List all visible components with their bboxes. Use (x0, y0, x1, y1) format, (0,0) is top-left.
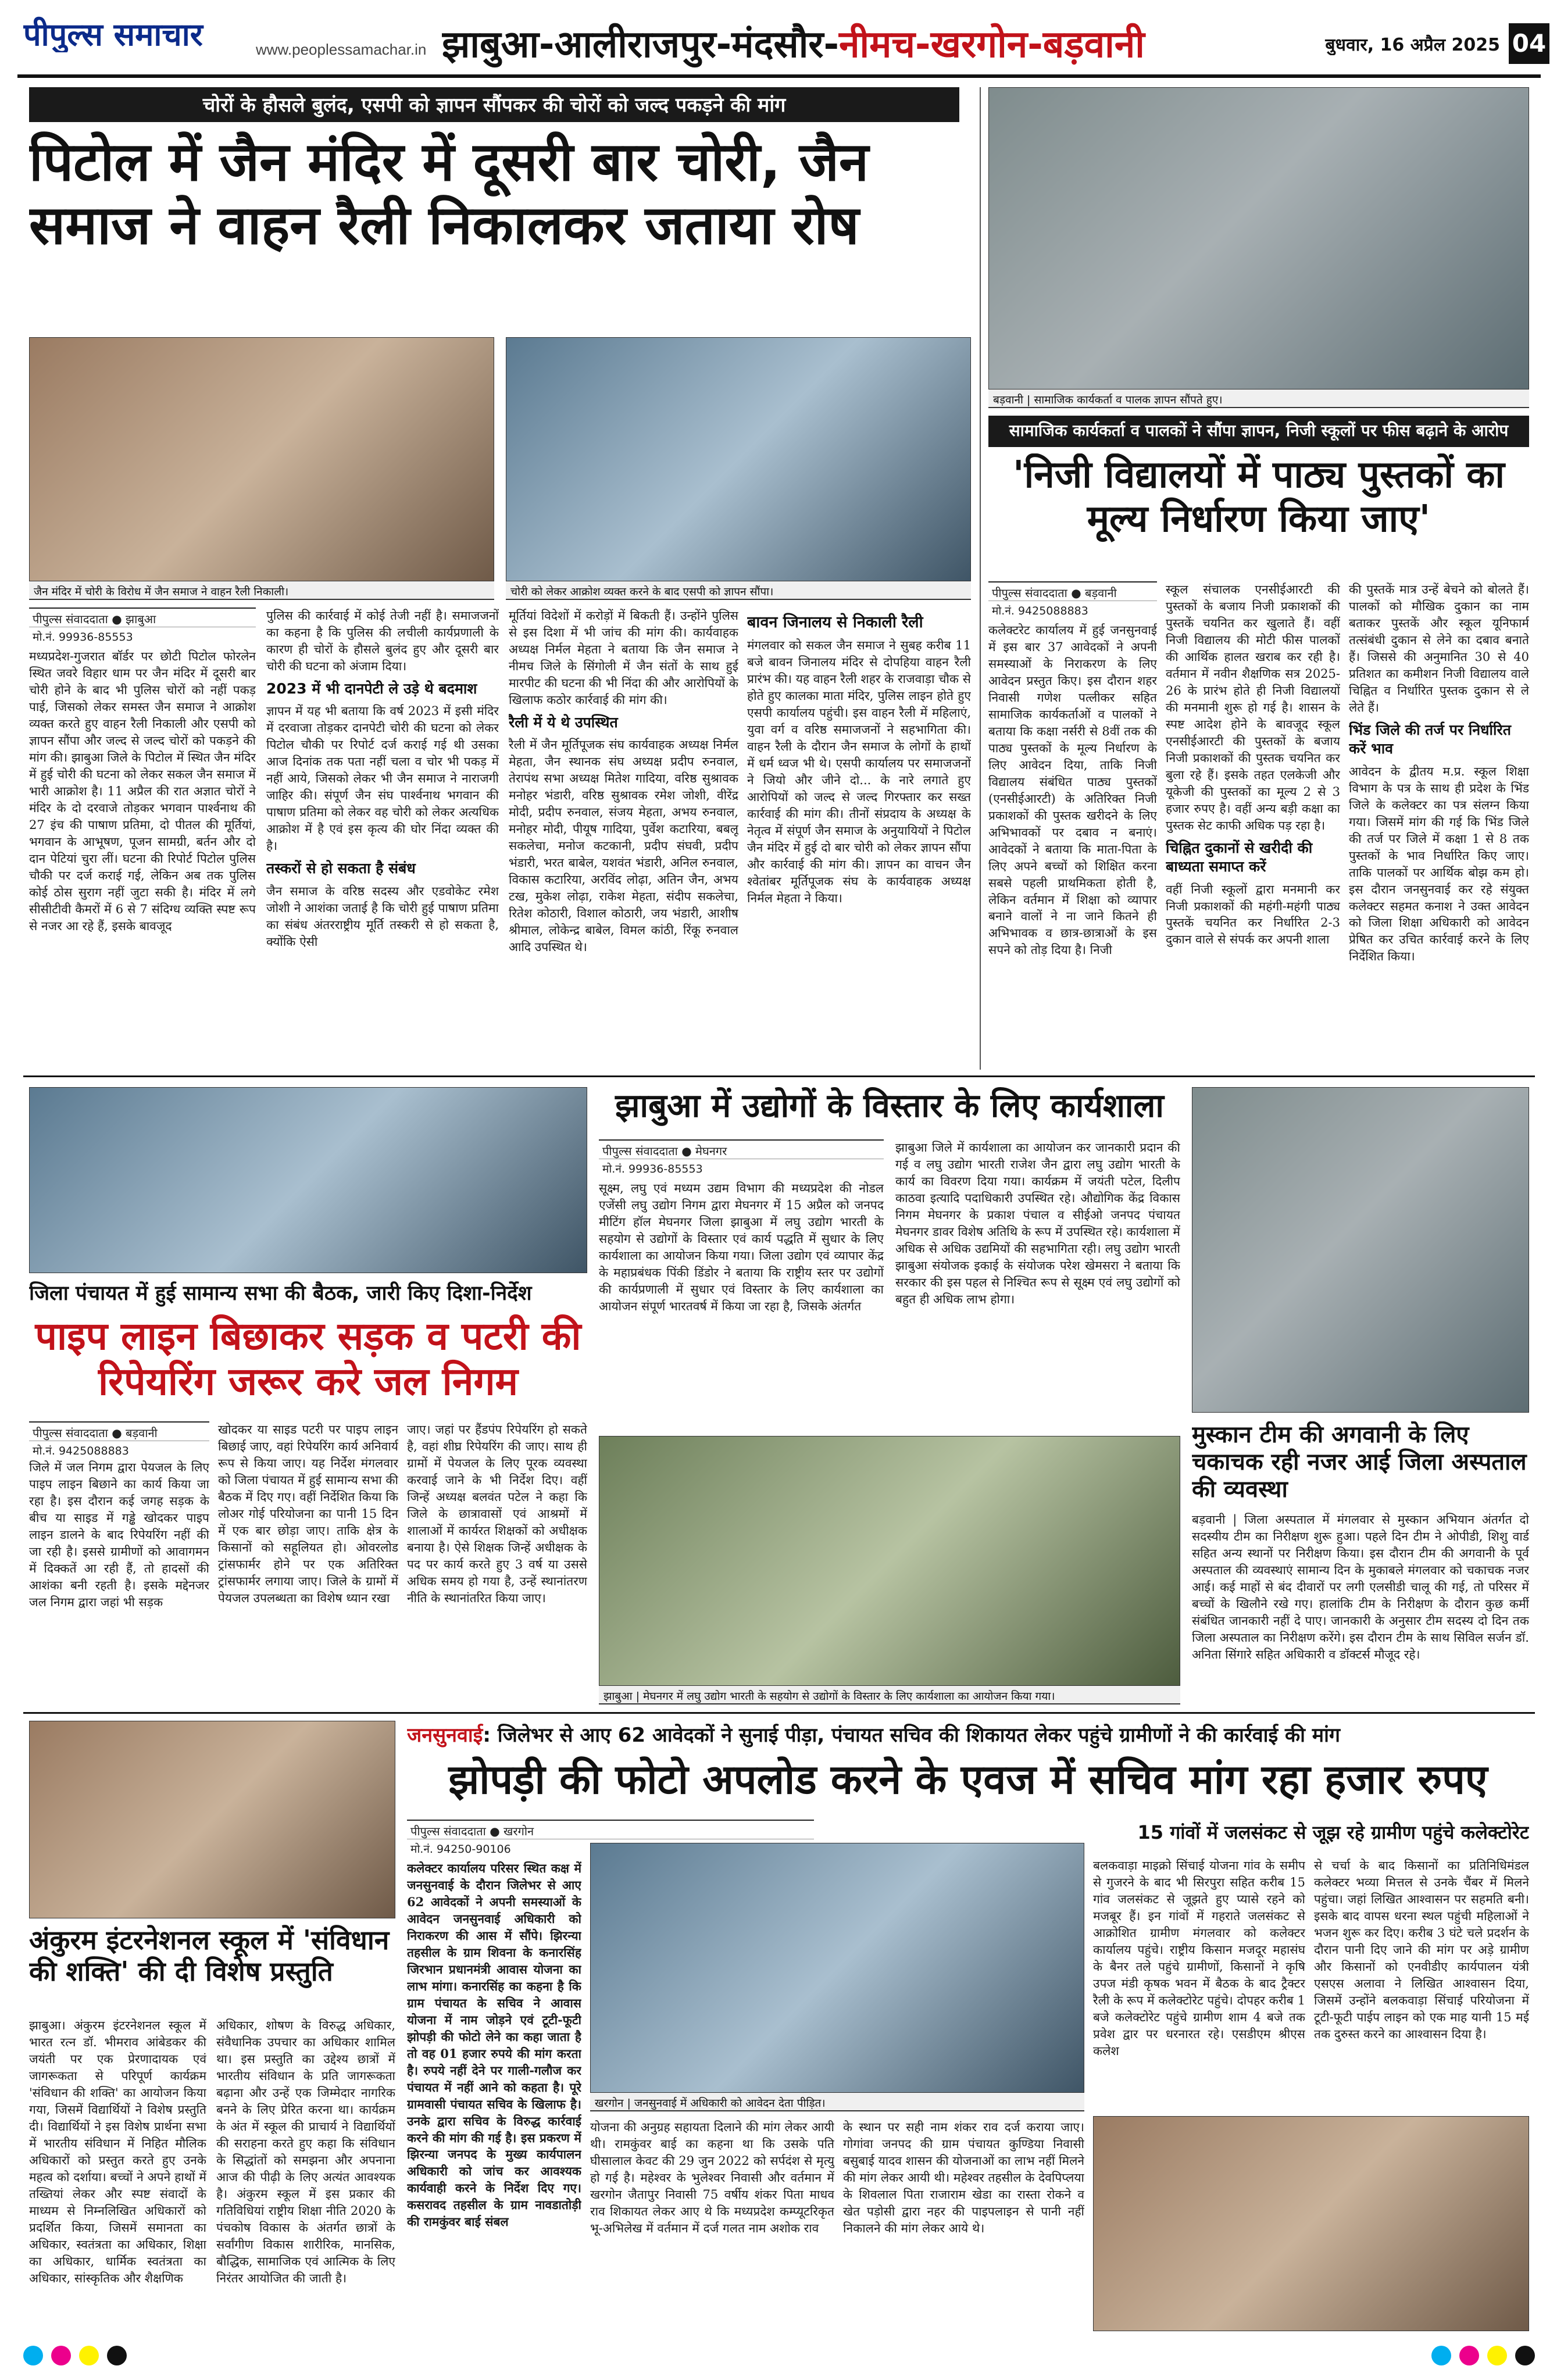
masthead-url[interactable]: www.peoplessamachar.in (256, 41, 427, 58)
lead-sub-bawan: बावन जिनालय से निकाली रैली (747, 613, 923, 631)
lead-photo2-caption: चोरी को लेकर आक्रोश व्यक्त करने के बाद एसपी को ज्ञापन सौंपा। (506, 581, 971, 600)
column-divider (980, 87, 981, 1070)
panchayat-mobile: मो.नं. 9425088883 (33, 1445, 129, 1457)
masthead-rule (17, 74, 1541, 78)
school-col3-text-a: की पुस्तकें मात्र उन्हें बेचने को बोलते हैं। पालकों को मौखिक दुकान का नाम बताकर पुस्तकें और स्कूल यूनिफार्म तत्संबंधी दुकान से लेने का दबाव बनाते हैं। जिससे की अनुमानित 30 से 40 प्रतिशत का कमीशन निजी विद्यालय वाले चिह्नित व निर्धारित पुस्तक दुकान से ले लेते हैं। (1349, 583, 1529, 714)
lead-sub-2023: 2023 में भी दानपेटी ले उड़े थे बदमाश (266, 680, 477, 697)
lead-col2 (266, 607, 499, 1067)
magenta-dot (1459, 2346, 1479, 2365)
school-col2-text-a: स्कूल संचालक एनसीईआरटी की पुस्तकों के बजाय निजी प्रकाशकों की पुस्तकें चयनित कर खुलाते हैं। वहीं निजी विद्यालय की मोटी फीस पालकों की आर्थिक हालत खराब कर रही है। वर्तमान में नवीन शैक्षणिक सत्र 2025-26 के प्रारंभ होते ही निजी विद्यालयों की मनमानी शुरू हो गई है। शासन के स्पष्ट आदेश होने के बावजूद स्कूल एनसीईआरटी की पुस्तकों के बजाय निजी प्रकाशकों की पुस्तक चयनित कर बुला रहे हैं। इसके तहत एलकेजी और यूकेजी की पुस्तकों का मूल्य 2 से 3 हजार रुपए है। वहीं अन्य बड़ी कक्षा का पुस्तक सेट काफी अधिक पड़ रहा है। (1166, 583, 1340, 832)
jansunvai-kicker-text: : जिलेभर से आए 62 आवेदकों ने सुनाई पीड़ा, पंचायत सचिव की शिकायत लेकर पहुंचे ग्रामीणों ने की कार्रवाई की मांग (483, 1724, 1341, 1747)
hospital-photo (1192, 1087, 1529, 1413)
lead-photo-memo (506, 337, 971, 581)
water-kicker: 15 गांवों में जलसंकट से जूझ रहे ग्रामीण पहुंचे कलेक्टोरेट (1137, 1821, 1529, 1843)
lead-headline: पिटोल में जैन मंदिर में दूसरी बार चोरी, जैन समाज ने वाहन रैली निकालकर जताया रोष (29, 131, 869, 256)
panchayat-kicker: जिला पंचायत में हुई सामान्य सभा की बैठक, जारी किए दिशा-निर्देश (29, 1282, 532, 1305)
workshop-mobile: मो.नं. 99936-85553 (602, 1163, 703, 1175)
page-number: 04 (1509, 23, 1549, 64)
jansunvai-headline: झोपड़ी की फोटो अपलोड करने के एवज में सचिव मांग रहा हजार रुपए (448, 1756, 1488, 1803)
lead-col4-text: मंगलवार को सकल जैन समाज ने सुबह करीब 11 बजे बावन जिनालय मंदिर से दोपहिया वाहन रैली प्रारंभ की। यह वाहन रैली शहर के राजवाड़ा चौक से होते हुए कालका माता मंदिर, पुलिस लाइन होते हुए एसपी कार्यालय पहुंची। इस वाहन रैली में महिलाएं, युवा वर्ग व वरिष्ठ समाजजनों ने सहभागिता की। वाहन रैली के दौरान जैन समाज के लोगों के हाथों में धर्म ध्वज भी थे। एसपी कार्यालय पर समाजजनों ने जियो और जीने दो... के नारे लगाते हुए आरोपियों को जल्द से जल्द गिरफ्तार कर सख्त कार्रवाई की मांग की। तीनों संप्रदाय के अध्यक्ष के नेतृत्व में संपूर्ण जैन समाज के अनुयायियों ने पिटोल जैन मंदिर में हुई दो बार चोरी को लेकर ज्ञापन सौंपा और कार्रवाई की मांग की। ज्ञापन का वाचन जैन श्वेतांबर मूर्तिपूजक संघ के कार्यवाहक अध्यक्ष निर्मल मेहता ने किया। (747, 638, 971, 905)
school-mobile: मो.नं. 9425088883 (992, 605, 1088, 617)
panchayat-byline: पीपुल्स संवाददाता ● बड़वानी (29, 1421, 209, 1441)
water-photo (1093, 2116, 1529, 2331)
ankuram-col1: झाबुआ। अंकुरम इंटरनेशनल स्कूल में भारत रत्न डॉ. भीमराव आंबेडकर की जयंती पर एक प्रेरणादायक एवं जागरूकता से परिपूर्ण कार्यक्रम 'संविधान की शक्ति' का आयोजन किया गया, जिसमें विद्यार्थियों ने विशेष प्रस्तुति दी। विद्यार्थियों ने इस विशेष प्रार्थना सभा में भारतीय संविधान में निहित मौलिक अधिकारों को प्रस्तुत करते हुए उनके महत्व को दर्शाया। बच्चों ने अपने हाथों में तख्तियां लेकर और स्पष्ट संवादों के माध्यम से निम्नलिखित अधिकारों को प्रदर्शित किया, जिसमें समानता का अधिकार, स्वतंत्रता का अधिकार, शिक्षा का अधिकार, धार्मिक स्वतंत्रता का अधिकार, सांस्कृतिक और शैक्षणिक (29, 2018, 206, 2285)
hospital-headline: मुस्कान टीम की अगवानी के लिए चकाचक रही नजर आई जिला अस्पताल की व्यवस्था (1192, 1421, 1527, 1503)
section-rule-2 (23, 1712, 1535, 1714)
print-color-bar (23, 2346, 1535, 2372)
magenta-dot (51, 2346, 71, 2365)
yellow-dot (1487, 2346, 1507, 2365)
black-dot (1515, 2346, 1535, 2365)
workshop-col2: झाबुआ जिले में कार्यशाला का आयोजन कर जानकारी प्रदान की गई व लघु उद्योग भारती राजेश जैन द्वारा लघु उद्योग भारती के कार्य का विवरण दिया गया। कार्यक्रम में जयंती पटेल, दिलीप काठवा इत्यादि पदाधिकारी उपस्थित रहे। औद्योगिक केंद्र विकास निगम मेघनगर के प्रकाश पंचाल व सीईओ जनपद पंचायत मेघनगर डावर विशेष अतिथि के रूप में उपस्थित रहे। कार्यशाला में अधिक से अधिक उद्यमियों की सहभागिता रही। लघु उद्योग भारती झाबुआ संयोजक इकाई के संयोजक परेश खेमसरा ने बताया कि सरकार की इस पहल से निश्चित रूप से सूक्ष्म एवं लघु उद्योगों को बहुत ही अधिक लाभ होगा। (895, 1141, 1180, 1306)
panchayat-photo (29, 1087, 587, 1273)
school-col3 (1349, 581, 1529, 1067)
school-sub-shops: चिह्नित दुकानों से खरीदी की बाध्यता समाप्त करें (1166, 839, 1313, 875)
black-dot (107, 2346, 127, 2365)
workshop-col1: सूक्ष्म, लघु एवं मध्यम उद्यम विभाग की मध्यप्रदेश की नोडल एजेंसी लघु उद्योग निगम द्वारा मेघनगर में 15 अप्रैल को जनपद मीटिंग हॉल मेघनगर जिला झाबुआ में लघु उद्योग भारती के सहयोग से उद्योगों के विस्तार एवं कार्य पद्धति में सुधार के लिए कार्यशाला का आयोजन किया गया। जिला उद्योग एवं व्यापार केंद्र के महाप्रबंधक पिंकी डिंडोर ने बताया कि राष्ट्रीय स्तर पर उद्योगों की कार्यप्रणाली में सुधार एवं विस्तार के लिए कार्यशाला का आयोजन संपूर्ण भारतवर्ष में किया जा रहा है, जिसके अंतर्गत (599, 1181, 884, 1313)
water-col1: बलकवाड़ा माइक्रो सिंचाई योजना गांव के समीप से गुजरने के बाद भी सिरपुरा सहित करीब 15 गांव जलसंकट से जूझते हुए प्यासे रहने को मजबूर हैं। इन गांवों में गहराते जलसंकट से आक्रोशित ग्रामीण मंगलवार को कलेक्टर कार्यालय पहुंचे। राष्ट्रीय किसान मजदूर महासंघ के बैनर तले पहुंचे ग्रामीणों, किसानों ने कृषि उपज मंडी कृषक भवन में बैठक के बाद ट्रैक्टर रैली के रूप में कलेक्टोरेट पहुंचे। दोपहर करीब 1 बजे कलेक्टोरेट पहुंचे ग्रामीण शाम 4 बजे तक प्रवेश द्वार पर धरनारत रहे। एसडीएम श्रीएस कलेश (1093, 1859, 1305, 2058)
jansunvai-col3: के स्थान पर सही नाम शंकर राव दर्ज कराया जाए। गोगांवा जनपद की ग्राम पंचायत कुण्डिया निवासी बसुबाई यादव शासन की योजनाओं का लाभ नहीं मिलने की मांग लेकर आयी थी। महेश्वर तहसील के देवपिप्लया के शिवलाल पिता राजाराम खेडा का रास्ता रोकने व खेत पड़ोसी द्वारा नहर की पाइपलाइन से पानी नहीं निकालने की मांग लेकर आये थे। (843, 2120, 1084, 2235)
region-black: झाबुआ-आलीराजपुर-मंदसौर- (442, 23, 840, 66)
school-photo (988, 87, 1529, 389)
school-sub-bhind: भिंड जिले की तर्ज पर निर्धारित करें भाव (1349, 721, 1511, 757)
lead-photo1-caption: जैन मंदिर में चोरी के विरोध में जैन समाज ने वाहन रैली निकाली। (29, 581, 494, 600)
panchayat-col3: जाए। जहां पर हैंडपंप रिपेयरिंग हो सकते है, वहां शीघ्र रिपेयरिंग की जाए। साथ ही ग्रामों में पेयजल के लिए पूरक व्यवस्था करवाई जाने के भी निर्देश दिए। वहीं जिन्हें अध्यक्ष बलवंत पटेल ने कहा कि जिले के छात्रावासों एवं आश्रमों में शालाओं में कार्यरत शिक्षकों को अधीक्षक बनाया है। ऐसे शिक्षक जिन्हें अधीक्षक के पद पर कार्य करते हुए 3 वर्ष या उससे अधिक समय हो गया है, उन्हें स्थानांतरण नीति के स्थानांतरित किया जाए। (407, 1423, 587, 1605)
lead-col2-text-b: ज्ञापन में यह भी बताया कि वर्ष 2023 में इसी मंदिर में दरवाजा तोड़कर दानपेटी चोरी की घटना को लेकर पिटोल चौकी पर रिपोर्ट दर्ज कराई गई थी उसका आज दिनांक तक पता नहीं चला व चोर भी पकड़ में नहीं आये, जिसको लेकर भी जैन समाज ने नाराजगी जाहिर की। संपूर्ण जैन संघ पार्श्वनाथ भगवान की पाषाण प्रतिमा को लेकर वह चोरी को लेकर अत्यधिक आक्रोश में है एवं इस कृत्य की घोर निंदा व्यक्त की है। (266, 704, 499, 853)
ankuram-photo (29, 1721, 395, 1918)
school-headline: 'निजी विद्यालयों में पाठ्य पुस्तकों का मूल्य निर्धारण किया जाए' (1013, 453, 1505, 541)
section-rule-1 (23, 1075, 1535, 1077)
lead-kicker: चोरों के हौसले बुलंद, एसपी को ज्ञापन सौंपकर की चोरों को जल्द पकड़ने की मांग (29, 87, 959, 122)
lead-col3-text-b: रैली में जैन मूर्तिपूजक संघ कार्यवाहक अध्यक्ष निर्मल मेहता, जैन स्थानक संघ अध्यक्ष प्रदीप रुनवाल, तेरापंथ सभा अध्यक्ष मितेश गादिया, वरिष्ठ सुश्रावक मनोहर भंडारी, वरिष्ठ सुश्रावक रमेश जोशी, वीरेंद्र मोदी, प्रदीप रुनवाल, संजय मेहता, अभय रुनवाल, मनोहर मोदी, पीयूष गादिया, पुर्वेश कटारिया, बबलू सकलेचा, मनोज कटकानी, प्रदीप संघवी, प्रदीप भंडारी, भरत बाबेल, यशवंत भंडारी, अनिल रुनवाल, विकास कटारिया, अरविंद लोढ़ा, अतिन जैन, अभय टख, मुकेश लोढ़ा, राकेश मेहता, संदीप सकलेचा, रितेश कोठारी, विशाल कोठारी, जय भंडारी, आशीष श्रीमाल, लोकेन्द्र बाबेल, विमल कांठी, रिंकू रुनवाल आदि उपस्थित थे। (509, 738, 738, 954)
jansunvai-mobile: मो.नं. 94250-90106 (410, 1843, 511, 1856)
school-col2-text-b: वहीं निजी स्कूलों द्वारा मनमानी कर निजी प्रकाशकों की महंगी-महंगी पाठ्य पुस्तकें चयनित कर निर्धारित 2-3 दुकान वाले से संपर्क कर अपनी शाला (1166, 882, 1340, 947)
jansunvai-col2: योजना की अनुग्रह सहायता दिलाने की मांग लेकर आयी थी। रामकुंवर बाई का कहना था कि उसके पति घीसालाल केवट की 29 जुन 2022 को सर्पदंश से मृत्यु हो गई है। महेश्वर के भुलेश्वर निवासी और वर्तमान में खरगोन जैतापुर निवासी 75 वर्षीय शंकर पिता माधव राव शिकायत लेकर आए थे कि मध्यप्रदेश कम्प्यूटरिकृत भू-अभिलेख में वर्तमान में दर्ज गलत नाम अशोक राव (590, 2120, 834, 2235)
masthead-region (442, 17, 1267, 70)
lead-byline: पीपुल्स संवाददाता ● झाबुआ (29, 607, 256, 627)
school-col2 (1166, 581, 1340, 1067)
jansunvai-label: जनसुनवाई (407, 1724, 483, 1747)
workshop-headline: झाबुआ में उद्योगों के विस्तार के लिए कार्यशाला (615, 1087, 1164, 1125)
lead-col3-text-a: मूर्तियां विदेशों में करोड़ों में बिकती हैं। उन्होंने पुलिस से इस दिशा में भी जांच की मांग की। कार्यवाहक अध्यक्ष निर्मल मेहता ने बताया कि जैन समाज ने नीमच जिले के सिंगोली में जैन संतों के साथ हुई मारपीट की घटना की भी निंदा की और आरोपियों के खिलाफ कठोर कार्रवाई की मांग की। (509, 609, 738, 707)
lead-mobile: मो.नं. 99936-85553 (33, 631, 133, 644)
lead-sub-smugglers: तस्करों से हो सकता है संबंध (266, 860, 416, 877)
yellow-dot (79, 2346, 99, 2365)
school-photo-caption: बड़वानी | सामाजिक कार्यकर्ता व पालक ज्ञापन सौंपते हुए। (988, 389, 1529, 408)
workshop-byline: पीपुल्स संवाददाता ● मेघनगर (599, 1139, 884, 1159)
water-col2: से चर्चा के बाद किसानों का प्रतिनिधिमंडल कलेक्टर भव्या मित्तल से उनके चैंबर में मिलने पहुंचा। जहां लिखित आश्वासन पर सहमति बनी। इसके बाद वापस धरना स्थल पहुंची महिलाओं ने भजन शुरू कर दिए। करीब 3 घंटे चले प्रदर्शन के दौरान पानी दिए जाने की मांग पर अड़े ग्रामीण और किसानों को एनवीडीए कार्यपालन यंत्री एसएस अलावा ने लिखित आश्वासन दिया, जिसमें उन्होंने बलकवाड़ा सिंचाई परियोजना में टूटी-फूटी पाईप लाइन को एक माह यानी 15 मई तक दुरुस्त करने का आश्वासन दिया है। (1314, 1859, 1529, 2041)
panchayat-col2: खोदकर या साइड पटरी पर पाइप लाइन बिछाई जाए, वहां रिपेयरिंग कार्य अनिवार्य रूप से किया जाए। यह निर्देश मंगलवार को जिला पंचायत में हुई सामान्य सभा की बैठक में दिए गए। वहीं निर्देशित किया कि लोअर गोई परियोजना का पानी 15 दिन में एक बार छोड़ा जाए। ताकि क्षेत्र के किसानों को सहूलियत हो। ओवरलोड ट्रांसफार्मर होने पर एक अतिरिक्त ट्रांसफार्मर लगाया जाए। जिले के ग्रामों में पेयजल उपलब्धता का विशेष ध्यान रखा (218, 1423, 398, 1605)
school-byline: पीपुल्स संवाददाता ● बड़वानी (988, 581, 1157, 601)
masthead-date: बुधवार, 16 अप्रैल 2025 (1325, 35, 1500, 55)
lead-col3 (509, 607, 738, 1067)
hospital-body: बड़वानी | जिला अस्पताल में मंगलवार से मुस्कान अभियान अंतर्गत दो सदस्यीय टीम का निरीक्षण शुरू हुआ। पहले दिन टीम ने ओपीडी, शिशु वार्ड सहित अन्य स्थानों पर निरीक्षण किया। इस दौरान टीम की अगवानी के पूर्व अस्पताल की व्यवस्थाएं सामान्य दिन के मुकाबले मंगलवार को चकाचक नजर आई। कई माहों से बंद दीवारों पर लगी एलसीडी चालू की गई, तो परिसर में बच्चों के खिलौने रखे गए। हालांकि टीम के निरीक्षण के दौरान कुछ कर्मी संबंधित जानकारी नहीं दे पाए। जानकारी के अनुसार टीम सदस्य दो दिन तक जिला अस्पताल का निरीक्षण करेंगे। इस दौरान टीम के साथ सिविल सर्जन डॉ. अनिता सिंगारे सहित अधिकारी व डॉक्टर्स मौजूद रहे। (1192, 1513, 1529, 1661)
ankuram-col2: अधिकार, शोषण के विरुद्ध अधिकार, संवैधानिक उपचार का अधिकार शामिल था। इस प्रस्तुति का उद्देश्य छात्रों में भारतीय संविधान के प्रति जागरूकता बढ़ाना और उन्हें एक जिम्मेदार नागरिक बनने के लिए प्रेरित करना था। कार्यक्रम के अंत में स्कूल की प्राचार्य ने विद्यार्थियों की सराहना करते हुए कहा कि संविधान के सिद्धांतों को समझना और अपनाना आज की पीढ़ी के लिए अत्यंत आवश्यक है। अंकुरम स्कूल में इस प्रकार की गतिविधियां राष्ट्रीय शिक्षा नीति 2020 के पंचकोष विकास के अंतर्गत छात्रों के सर्वांगीण विकास शारीरिक, मानसिक, बौद्धिक, सामाजिक एवं आत्मिक के लिए निरंतर आयोजित की जाती है। (216, 2018, 395, 2285)
region-red: नीमच-खरगोन-बड़वानी (839, 23, 1145, 66)
cyan-dot (1431, 2346, 1451, 2365)
school-col3-text-b: आवेदन के द्वीतय म.प्र. स्कूल शिक्षा विभाग के पत्र के साथ ही प्रदेश के भिंड जिले के कलेक्टर का पत्र संलग्न किया गया। जिसमें मांग की गई कि भिंड जिले की तर्ज पर जिले में कक्षा 1 से 8 तक पुस्तकों के भाव निर्धारित किए जाए। ताकि पालकों पर आर्थिक बोझ कम हो। इस दौरान जनसुनवाई कर रहे संयुक्त कलेक्टर सहमत कनाश ने उक्त आवेदन को जिला शिक्षा अधिकारी को आवेदन प्रेषित कर उचित कार्रवाई करने के लिए निर्देशित किया। (1349, 764, 1529, 964)
jansunvai-photo-caption: खरगोन | जनसुनवाई में अधिकारी को आवेदन देता पीड़ित। (590, 2093, 1084, 2111)
lead-col4 (747, 607, 971, 1067)
lead-photo-rally (29, 337, 494, 581)
cyan-dot (23, 2346, 43, 2365)
lead-sub-present: रैली में ये थे उपस्थित (509, 713, 618, 731)
jansunvai-col1: कलेक्टर कार्यालय परिसर स्थित कक्ष में जनसुनवाई के दौरान जिलेभर से आए 62 आवेदकों ने अपनी समस्याओं के आवेदन जनसुनवाई अधिकारी को निराकरण की आस में सौंपे। झिरन्या तहसील के ग्राम शिवना के कनारसिंह जिरभान प्रधानमंत्री आवास योजना का लाभ मांगा। कनारसिंह का कहना है कि ग्राम पंचायत के सचिव ने आवास योजना में नाम जोड़ने एवं टूटी-फूटी झोपड़ी की फोटो लेने का कहा जाता है तो वह 01 हजार रुपये की मांग करता है। रुपये नहीं देने पर गाली-गलौज कर पंचायत में नहीं आने को कहता है। पूरे ग्रामवासी पंचायत सचिव के खिलाफ है। उनके द्वारा सचिव के विरुद्ध कार्रवाई करने की मांग की गई है। इस प्रकरण में झिरन्या जनपद के मुख्य कार्यपालन अधिकारी को जांच कर आवश्यक कार्यवाही करने के निर्देश दिए गए। कसरावद तहसील के ग्राम नावडातोड़ी की रामकुंवर बाई संबल (407, 1861, 581, 2229)
lead-col2-text-c: जैन समाज के वरिष्ठ सदस्य और एडवोकेट रमेश जोशी ने आशंका जताई है कि चोरी हुई पाषाण प्रतिमा का संबंध अंतरराष्ट्रीय मूर्ति तस्करी से हो सकता है, क्योंकि ऐसी (266, 884, 499, 949)
lead-col2-text-a: पुलिस की कार्रवाई में कोई तेजी नहीं है। समाजजनों का कहना है कि पुलिस की लचीली कार्यप्रणाली के कारण ही चोरों के हौसले बुलंद हुए और दूसरी बार चोरी की घटना को अंजाम दिया। (266, 609, 499, 673)
lead-col1: मध्यप्रदेश-गुजरात बॉर्डर पर छोटी पिटोल फोरलेन स्थित जवरे विहार धाम पर जैन मंदिर में दूसरी बार चोरी होने के बाद भी पुलिस चोरों को नहीं पकड़ पाई, जिसको लेकर समस्त जैन समाज ने आक्रोश व्यक्त करते हुए वाहन रैली निकाली और एसपी को ज्ञापन सौंपा और जल्द से जल्द चोरों को पकड़ने की मांग की। झाबुआ जिले के पिटोल में स्थित जैन मंदिर में हुई चोरी की घटना को लेकर सकल जैन समाज में भारी आक्रोश है। 11 अप्रैल की रात अज्ञात चोरों ने मंदिर के दो दरवाजे तोड़कर भगवान पार्श्वनाथ की 27 इंच की पाषाण प्रतिमा, दो पीतल की मूर्तियां, भगवान के आभूषण, पूजन सामग्री, बर्तन और दो दान पेटियां चुरा लीं। घटना की रिपोर्ट पिटोल पुलिस चौकी पर दर्ज कराई गई, लेकिन अब तक पुलिस कोई ठोस सुराग नहीं जुटा सकी है। मंदिर में लगे सीसीटीवी कैमरों में 6 से 7 संदिग्ध व्यक्ति स्पष्ट रूप से नजर आ रहे हैं, इसके बावजूद (29, 649, 256, 933)
workshop-photo (599, 1436, 1180, 1686)
jansunvai-photo (590, 1843, 1084, 2093)
school-kicker: सामाजिक कार्यकर्ता व पालकों ने सौंपा ज्ञापन, निजी स्कूलों पर फीस बढ़ाने के आरोप (988, 416, 1529, 447)
workshop-photo-caption: झाबुआ | मेघनगर में लघु उद्योग भारती के सहयोग से उद्योगों के विस्तार के लिए कार्यशाला का आयोजन किया गया। (599, 1686, 1180, 1704)
jansunvai-byline: पीपुल्स संवाददाता ● खरगोन (407, 1820, 814, 1839)
ankuram-headline: अंकुरम इंटरनेशनल स्कूल में 'संविधान की शक्ति' की दी विशेष प्रस्तुति (29, 1924, 390, 1988)
panchayat-headline: पाइप लाइन बिछाकर सड़क व पटरी की रिपेयरिंग जरूर करे जल निगम (35, 1314, 581, 1404)
school-col1: कलेक्टरेट कार्यालय में हुई जनसुनवाई में इस बार 37 आवेदकों ने अपनी समस्याओं के निराकरण के लिए आवेदन प्रस्तुत किए। इस दौरान शहर निवासी गणेश पत्लीकर सहित सामाजिक कार्यकर्ताओं व पालकों ने बताया कि कक्षा नर्सरी से 8वीं तक की पाठ्य पुस्तकों के मूल्य निर्धारण के लिए आवेदन दिया, ताकि निजी विद्यालय संबंधित पाठ्य पुस्तकों (एनसीईआरटी) के अतिरिक्त निजी प्रकाशकों की पुस्तक खरीदने के लिए अभिभावकों पर दबाव न बनाएं। आवेदकों ने बताया कि माता-पिता के लिए अपने बच्चों को शिक्षित करना सबसे पहली प्राथमिकता होती है, लेकिन वर्तमान में शिक्षा को व्यापार बनाने वालों ने ना जाने कितने ही अभिभावक व छात्र-छात्राओं के इस सपने को तोड़ दिया है। निजी (988, 623, 1157, 957)
jansunvai-kicker (407, 1721, 1529, 1750)
masthead-logo: पीपुल्स समाचार (23, 16, 203, 52)
panchayat-col1: जिले में जल निगम द्वारा पेयजल के लिए पाइप लाइन बिछाने का कार्य किया जा रहा है। इस दौरान कई जगह सड़क के बीच या साइड में गड्ढे खोदकर पाइप लाइन डालने के बाद रिपेयरिंग नहीं की जा रही है। इससे ग्रामीणों को आवागमन में दिक्कतें आ रही हैं, तो हादसों की आशंका बनी रहती है। इसके मद्देनजर जल निगम द्वारा जहां भी सड़क (29, 1460, 209, 1609)
